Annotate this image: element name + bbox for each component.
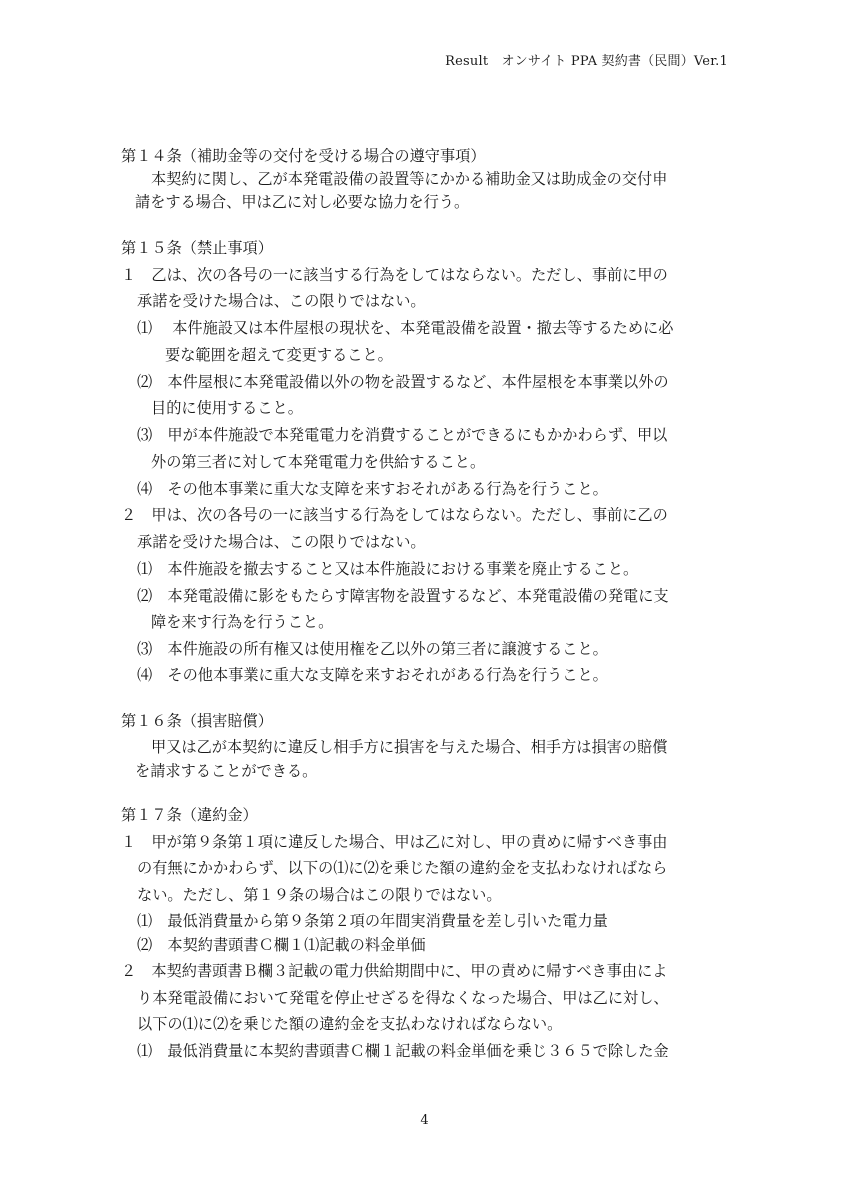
item-2-cont: 障を来す行為を行うこと。 <box>151 613 334 631</box>
paragraph-2-cont: り本発電設備において発電を停止せざるを得なくなった場合、甲は乙に対し、 <box>137 989 669 1007</box>
item-3-cont: 外の第三者に対して本発電電力を供給すること。 <box>151 453 486 471</box>
article-17-heading: 第１７条（違約金） <box>121 806 258 824</box>
article-16-text: 甲又は乙が本契約に違反し相手方に損害を与えた場合、相手方は損害の賠償 <box>151 738 668 756</box>
item-1: ⑴ 最低消費量に本契約書頭書Ｃ欄１記載の料金単価を乗じ３６５で除した金 <box>137 1042 669 1060</box>
article-14-heading: 第１４条（補助金等の交付を受ける場合の遵守事項） <box>121 147 486 165</box>
article-15-heading: 第１５条（禁止事項） <box>121 239 273 257</box>
paragraph-1-cont: ない。ただし、第１９条の場合はこの限りではない。 <box>137 886 502 904</box>
paragraph-1: １ 乙は、次の各号の一に該当する行為をしてはならない。ただし、事前に甲の <box>121 266 668 284</box>
article-14-text: 本契約に関し、乙が本発電設備の設置等にかかる補助金又は助成金の交付申 <box>151 170 668 188</box>
paragraph-2-cont: 以下の⑴に⑵を乗じた額の違約金を支払わなければならない。 <box>137 1015 563 1033</box>
item-1: ⑴ 本件施設を撤去すること又は本件施設における事業を廃止すること。 <box>137 560 639 578</box>
article-14-text: 請をする場合、甲は乙に対し必要な協力を行う。 <box>135 193 470 211</box>
article-16-text: を請求することができる。 <box>135 762 318 780</box>
item-3: ⑶ 甲が本件施設で本発電電力を消費することができるにもかかわらず、甲以 <box>137 426 668 444</box>
paragraph-1-cont: の有無にかかわらず、以下の⑴に⑵を乗じた額の違約金を支払わなければなら <box>137 859 668 877</box>
page-number: 4 <box>420 1113 429 1128</box>
item-1-cont: 要な範囲を超えて変更すること。 <box>165 346 393 364</box>
item-4: ⑷ その他本事業に重大な支障を来すおそれがある行為を行うこと。 <box>137 480 608 498</box>
item-2: ⑵ 本発電設備に影をもたらす障害物を設置するなど、本発電設備の発電に支 <box>137 587 669 605</box>
paragraph-1: １ 甲が第９条第１項に違反した場合、甲は乙に対し、甲の責めに帰すべき事由 <box>121 833 668 851</box>
running-header: Result オンサイト PPA 契約書（民間）Ver.1 <box>445 54 728 69</box>
item-2: ⑵ 本契約書頭書Ｃ欄１⑴記載の料金単価 <box>137 936 426 954</box>
paragraph-1-cont: 承諾を受けた場合は、この限りではない。 <box>137 292 426 310</box>
item-1: ⑴ 本件施設又は本件屋根の現状を、本発電設備を設置・撤去等するために必 <box>137 319 674 337</box>
item-4: ⑷ その他本事業に重大な支障を来すおそれがある行為を行うこと。 <box>137 666 608 684</box>
item-3: ⑶ 本件施設の所有権又は使用権を乙以外の第三者に譲渡すること。 <box>137 640 608 658</box>
paragraph-2: ２ 本契約書頭書Ｂ欄３記載の電力供給期間中に、甲の責めに帰すべき事由によ <box>121 962 668 980</box>
item-2-cont: 目的に使用すること。 <box>151 399 303 417</box>
paragraph-2: ２ 甲は、次の各号の一に該当する行為をしてはならない。ただし、事前に乙の <box>121 506 668 524</box>
article-16-heading: 第１６条（損害賠償） <box>121 712 273 730</box>
item-2: ⑵ 本件屋根に本発電設備以外の物を設置するなど、本件屋根を本事業以外の <box>137 373 669 391</box>
paragraph-2-cont: 承諾を受けた場合は、この限りではない。 <box>137 533 426 551</box>
item-1: ⑴ 最低消費量から第９条第２項の年間実消費量を差し引いた電力量 <box>137 912 608 930</box>
